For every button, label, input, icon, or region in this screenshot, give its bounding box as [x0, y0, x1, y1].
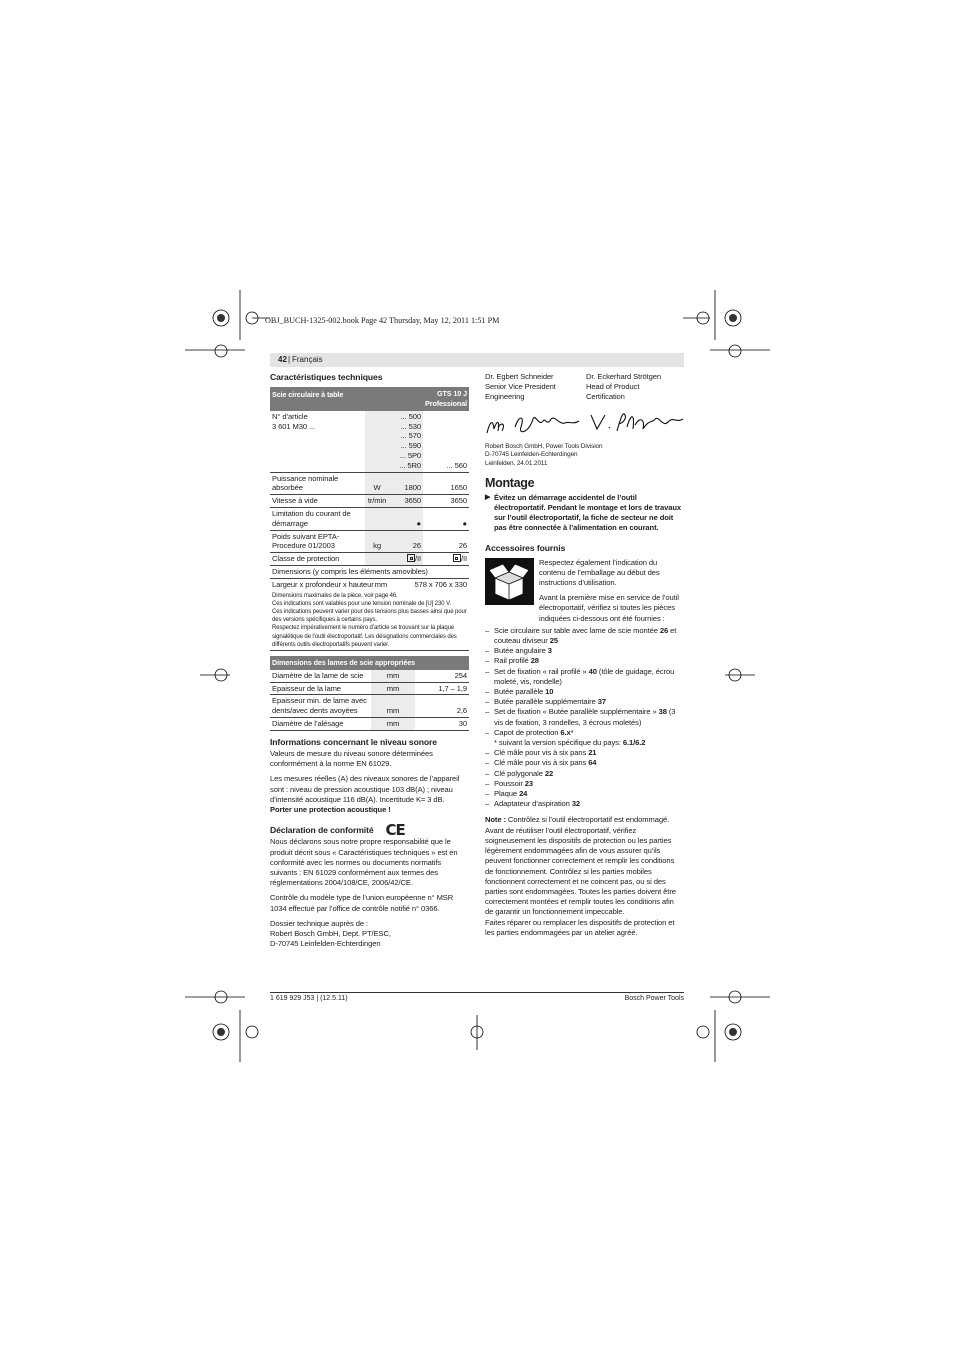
box-contents-icon — [485, 558, 534, 605]
accessories-list — [485, 626, 684, 810]
file-info-line: OBJ_BUCH-1325-002.book Page 42 Thursday, May 12, 2011 1:51 PM — [265, 316, 500, 325]
right-column — [485, 372, 684, 938]
weight-unit: kg — [365, 530, 389, 553]
list-item: – Capot de protection 6.x* — [485, 727, 574, 737]
weight-b: 26 — [423, 530, 469, 553]
speed-unit: tr/min — [365, 495, 389, 508]
footer-right: Bosch Power Tools — [624, 995, 684, 1002]
dims-value: 578 x 706 x 330 — [414, 579, 467, 589]
dims-row-label: Largeur x profondeur x hauteur mm — [272, 579, 388, 589]
protection-class-icon — [453, 554, 461, 562]
tech-title: Caractéristiques techniques — [270, 372, 383, 382]
list-item: – Butée angulaire 3 — [485, 646, 552, 656]
article-value-b: ... 560 — [423, 411, 469, 472]
table-notes: Dimensions maximales de la pièce, voir page 46. Ces indications sont valables pour une tension nominale de [U] 230 V. Ces indications peuvent varier pour des tensions plus basses ainsi que pour des versions spécifiques à certains pays. Respectez impérativement le numéro d’article se trouvant sur la plaque signalétique de l’outil électroportatif. Les désignations commerciales des différents outils électroportatifs peuvent varier. — [270, 591, 469, 651]
company-info: Robert Bosch GmbH, Power Tools Division D-70745 Leinfelden-Echterdingen Leinfelden, 24.01.2011 — [485, 442, 603, 467]
signatures-image — [485, 407, 685, 441]
speed-a: 3650 — [389, 495, 423, 508]
weight-label: Poids suivant EPTA-Procedure 01/2003 — [270, 530, 365, 553]
blade-unit: mm — [371, 670, 415, 682]
dims-label: Dimensions (y compris les éléments amovibles) — [270, 565, 469, 578]
limit-label: Limitation du courant de démarrage — [270, 507, 365, 530]
article-values-a: ... 500 ... 530 ... 570 ... 590 ... 5P0 ... 5R0 — [389, 411, 423, 472]
noise-p1: Valeurs de mesure du niveau sonore déterminées conformément à la norme EN 61029. — [270, 748, 433, 769]
blade-unit: mm — [371, 695, 415, 718]
list-item: – Clé mâle pour vis à six pans 64 — [485, 758, 597, 768]
noise-warning: Porter une protection acoustique ! — [270, 804, 391, 814]
page-language: Français — [292, 355, 323, 364]
speed-label: Vitesse à vide — [270, 495, 365, 508]
note-paragraph: Note : Contrôlez si l’outil électroportatif est endommagé. Avant de réutiliser l’outil électroportatif, vérifiez soigneusement les dispositifs de protection ou les parties légèrement endommagées afin de vous assurer qu’ils peuvent fonctionner correctement et remplir les conditions de fonctionnement. Contrôlez si les parties mobiles fonctionnent correctement et ne coincent pas, ou si des parties sont endommagées. Toutes les parties doivent être correctement montées et remplir toutes les conditions afin de garantir un fonctionnement impeccable. — [485, 815, 676, 917]
footnote: * suivant la version spécifique du pays: 6.1/6.2 — [494, 738, 646, 748]
list-item: – Adaptateur d’aspiration 32 — [485, 799, 581, 809]
accessories-p2: Avant la première mise en service de l’outil électroportatif, vérifiez si toutes les pièces indiquées ci-dessous ont été fournies : — [539, 593, 679, 623]
signatory-1: Dr. Egbert Schneider Senior Vice President Engineering — [485, 372, 556, 402]
blade-label: Epaisseur min. de lame avec dents/avec dents avoyées — [270, 695, 371, 718]
blade-table — [270, 656, 469, 731]
list-item: – Scie circulaire sur table avec lame de scie montée 26 et couteau diviseur 25 — [485, 625, 677, 646]
page-number: 42 — [278, 355, 287, 364]
blade-value: 2,6 — [415, 695, 469, 718]
blade-unit: mm — [371, 682, 415, 695]
accessories-p1: Respectez également l’indication du contenu de l’emballage au début des instructions d’utilisation. — [539, 557, 660, 588]
article-label: N° d’article 3 601 M30 ... — [270, 411, 365, 472]
limit-a: ● — [389, 507, 423, 530]
blade-label: Diamètre de la lame de scie — [270, 670, 371, 682]
list-item: – Plaque 24 — [485, 789, 528, 799]
footer-left: 1 619 929 J53 | (12.5.11) — [270, 995, 348, 1002]
speed-b: 3650 — [423, 495, 469, 508]
ce-mark-icon: CE — [385, 821, 405, 840]
noise-p2: Les mesures réelles (A) des niveaux sonores de l’appareil sont : niveau de pression acoustique 103 dB(A) ; niveau d’intensité acoustique 116 dB(A). Incertitude K= 3 dB. — [270, 774, 460, 804]
protection-class-icon — [407, 554, 415, 562]
power-unit: W — [365, 472, 389, 495]
page-header-bar: 42 | Français — [270, 353, 684, 367]
noise-title: Informations concernant le niveau sonore — [270, 736, 437, 747]
triangle-bullet-icon: ▶ — [485, 493, 491, 501]
list-item: – Clé mâle pour vis à six pans 21 — [485, 748, 597, 758]
signatory-2: Dr. Eckerhard Strötgen Head of Product Certification — [586, 372, 662, 402]
blade-label: Epaisseur de la lame — [270, 682, 371, 695]
conformity-p1: Nous déclarons sous notre propre responsabilité que le produit décrit sous « Caractéristiques techniques » est en conformité avec les normes ou documents normatifs suivants : EN 61029 conformément aux termes des réglementations 2004/108/CE, 2006/42/CE. — [270, 837, 458, 888]
blade-value: 1,7 – 1,9 — [415, 682, 469, 695]
left-column — [270, 372, 470, 949]
table-header-model: GTS 10 J Professional — [423, 387, 469, 411]
accessories-title: Accessoires fournis — [485, 543, 566, 554]
signatories — [485, 372, 684, 403]
power-label: Puissance nominale absorbée — [270, 472, 365, 495]
list-item: – Poussoir 23 — [485, 778, 534, 788]
conformity-p3: Dossier technique auprès de : Robert Bosch GmbH, Dept. PT/ESC, D-70745 Leinfelden-Echterdingen — [270, 918, 391, 949]
list-item: – Set de fixation « rail profilé » 40 (tôle de guidage, écrou moleté, vis, rondelle) — [485, 666, 675, 686]
blade-unit: mm — [371, 717, 415, 730]
list-item: – Butée parallèle supplémentaire 37 — [485, 697, 606, 707]
blade-value: 254 — [415, 670, 469, 682]
table-header-left: Scie circulaire à table — [270, 387, 423, 411]
power-a: 1800 — [389, 472, 423, 495]
list-item: – Clé polygonale 22 — [485, 768, 554, 778]
list-item: – Rail profilé 28 — [485, 656, 539, 666]
power-b: 1650 — [423, 472, 469, 495]
montage-title: Montage — [485, 476, 535, 491]
blade-label: Diamètre de l’alésage — [270, 717, 371, 730]
page-footer — [270, 992, 684, 1002]
weight-a: 26 — [389, 530, 423, 553]
conformity-p2: Contrôle du modèle type de l’union européenne n° MSR 1034 effectué par l’office de contrôle notifié n° 0366. — [270, 893, 454, 913]
conformity-title: Déclaration de conformité — [270, 825, 374, 836]
blade-header: Dimensions des lames de scie appropriées — [270, 656, 469, 670]
montage-warning: ▶ Évitez un démarrage accidentel de l’outil électroportatif. Pendant le montage et lors de travaux sur l’outil électroportatif, la fiche de secteur ne doit pas être connectée à l’alimentation en courant. — [485, 492, 682, 533]
class-a: /II — [389, 553, 423, 566]
list-item: – Butée parallèle 10 — [485, 687, 554, 697]
list-item: – Set de fixation « Butée parallèle supplémentaire » 38 (3 vis de fixation, 3 rondelles, 3 écrous moletés) — [485, 707, 676, 727]
note-paragraph-2: Faites réparer ou remplacer les dispositifs de protection et les parties endommagées par un atelier agréé. — [485, 917, 675, 937]
class-label: Classe de protection — [270, 553, 365, 566]
limit-b: ● — [423, 507, 469, 530]
blade-value: 30 — [415, 717, 469, 730]
tech-table — [270, 387, 469, 651]
conformity-heading — [270, 821, 470, 840]
accessories-intro — [485, 558, 684, 624]
class-b: /II — [423, 553, 469, 566]
